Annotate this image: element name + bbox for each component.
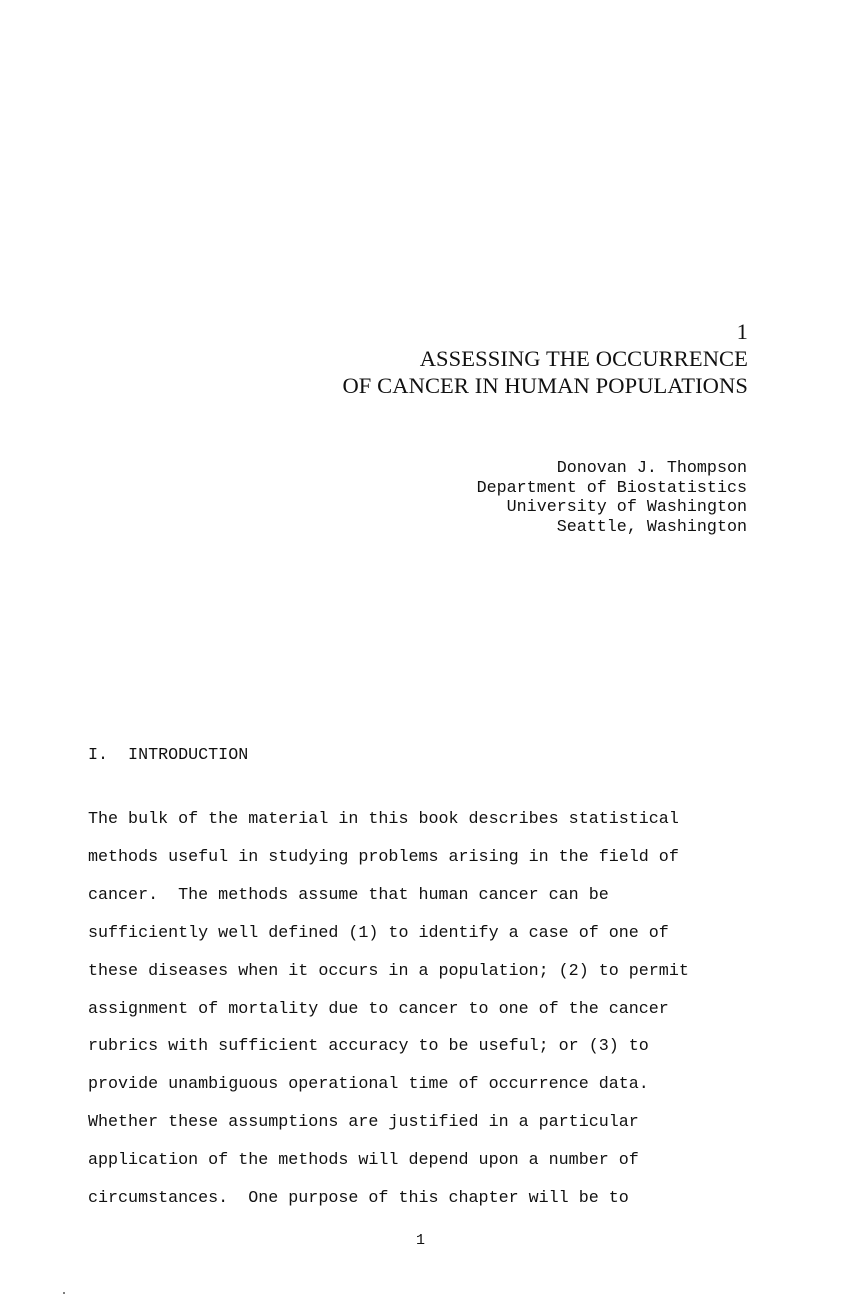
chapter-title-line-2: OF CANCER IN HUMAN POPULATIONS [342, 373, 748, 398]
body-line: circumstances. One purpose of this chapter will be to [88, 1189, 629, 1209]
chapter-title-line-1: ASSESSING THE OCCURRENCE [419, 346, 748, 371]
author-university: University of Washington [506, 498, 747, 517]
body-line: sufficiently well defined (1) to identify a case of one of [88, 923, 669, 943]
body-line: cancer. The methods assume that human cancer can be [88, 885, 609, 905]
author-department: Department of Biostatistics [476, 478, 747, 498]
body-paragraph [88, 801, 689, 1218]
body-line: application of the methods will depend upon a number of [88, 1151, 639, 1171]
body-line: Whether these assumptions are justified in a particular [88, 1113, 639, 1133]
author-location: Seattle, Washington [556, 517, 747, 537]
body-line: these diseases when it occurs in a population; (2) to permit [88, 961, 689, 981]
body-line: methods useful in studying problems arising in the field of [88, 847, 679, 867]
author-name: Donovan J. Thompson [556, 459, 747, 478]
section-heading: I. INTRODUCTION [88, 746, 249, 765]
body-line: provide unambiguous operational time of occurrence data. [88, 1075, 649, 1095]
chapter-heading [342, 318, 748, 399]
scan-speck [63, 1292, 65, 1294]
body-line: The bulk of the material in this book describes statistical [88, 810, 679, 829]
body-line: assignment of mortality due to cancer to one of the cancer [88, 999, 669, 1019]
page-number [0, 1232, 841, 1250]
page-number-text: 1 [415, 1232, 425, 1249]
chapter-number: 1 [736, 319, 748, 344]
author-affiliation [477, 459, 747, 537]
body-line: rubrics with sufficient accuracy to be useful; or (3) to [88, 1037, 649, 1057]
